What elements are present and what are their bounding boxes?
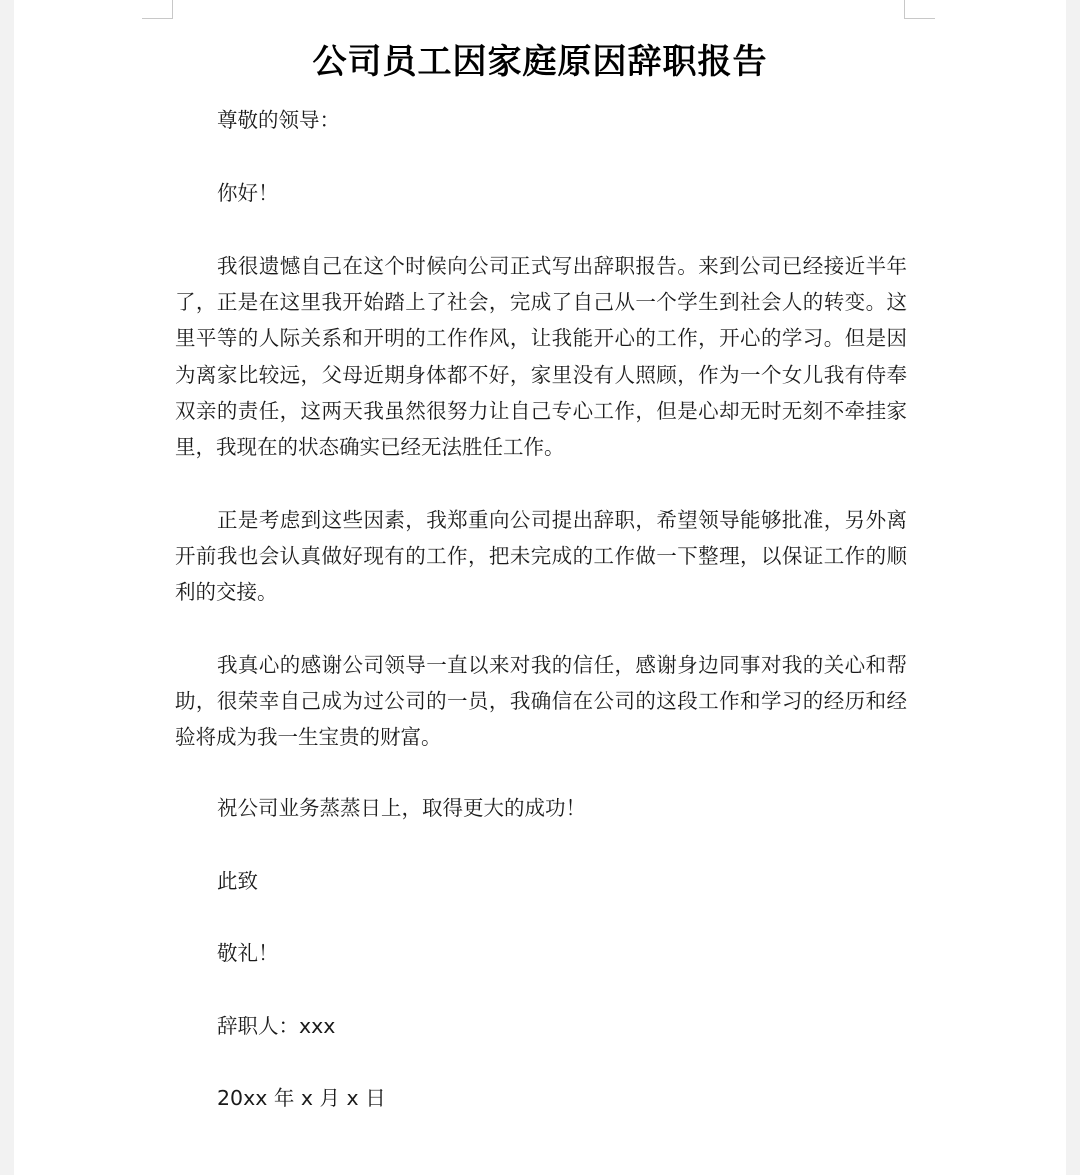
paragraph-1: 我很遗憾自己在这个时候向公司正式写出辞职报告。来到公司已经接近半年了，正是在这里我开始踏上了社会，完成了自己从一个学生到社会人的转变。这里平等的人际关系和开明的工作作风，让我能开心的工作，开心的学习。但是因为离家比较远，父母近期身体都不好，家里没有人照顾，作为一个女儿我有侍奉双亲的责任，这两天我虽然很努力让自己专心工作，但是心却无时无刻不牵挂家里，我现在的状态确实已经无法胜任工作。 (175, 254, 907, 460)
closing-line-2: 敬礼！ (217, 941, 279, 965)
signature-line: 辞职人：xxx (217, 1014, 336, 1038)
closing-line-1: 此致 (217, 869, 258, 893)
crop-mark-right (904, 0, 935, 19)
document-title: 公司员工因家庭原因辞职报告 (312, 42, 768, 82)
wish-line: 祝公司业务蒸蒸日上，取得更大的成功！ (217, 796, 586, 820)
date-line: 20xx 年 x 月 x 日 (217, 1086, 386, 1110)
crop-mark-left (142, 0, 173, 19)
paragraph-3: 我真心的感谢公司领导一直以来对我的信任，感谢身边同事对我的关心和帮助，很荣幸自己成为过公司的一员，我确信在公司的这段工作和学习的经历和经验将成为我一生宝贵的财富。 (175, 653, 907, 750)
salutation: 尊敬的领导： (217, 108, 340, 132)
paragraph-2: 正是考虑到这些因素，我郑重向公司提出辞职，希望领导能够批准，另外离开前我也会认真做好现有的工作，把未完成的工作做一下整理，以保证工作的顺利的交接。 (175, 508, 907, 605)
greeting: 你好！ (217, 181, 279, 205)
